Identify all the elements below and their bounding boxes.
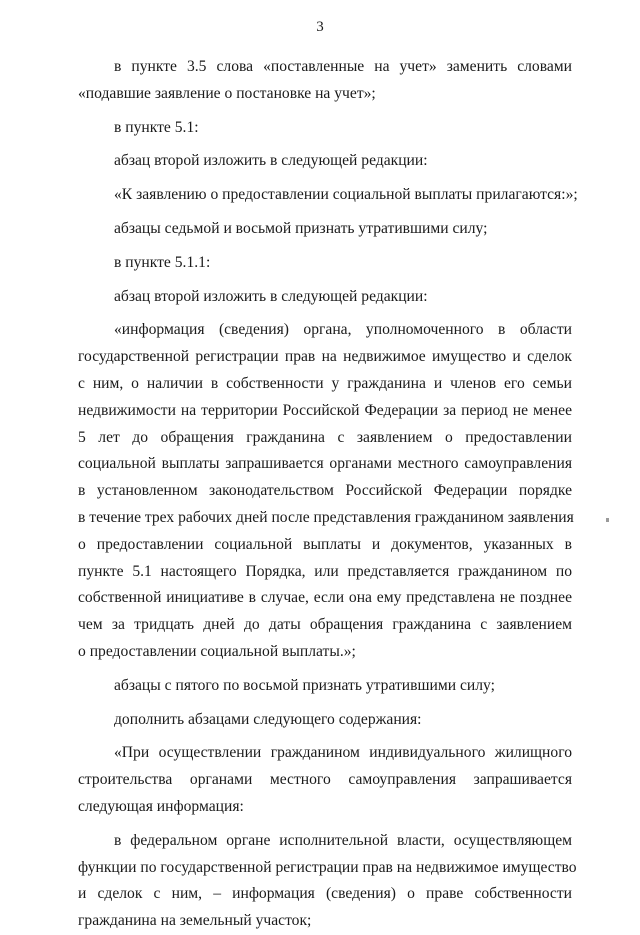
text-line: функции по государственной регистрации прав на недвижимое имущество: [78, 858, 577, 876]
paragraph: [78, 828, 577, 935]
paragraph: [78, 250, 572, 277]
text-line: следующая информация:: [78, 797, 244, 815]
page-number: 3: [316, 19, 324, 35]
scan-artifact: [606, 518, 609, 522]
text-line: чем за тридцать дней до даты обращения гражданина с заявлением: [78, 616, 572, 634]
text-line: «При осуществлении гражданином индивидуального жилищного: [114, 744, 572, 762]
document-body: [78, 54, 578, 935]
text-line: в пункте 5.1:: [114, 118, 199, 136]
text-line: дополнить абзацами следующего содержания:: [114, 710, 422, 728]
paragraph: [78, 284, 572, 311]
text-line: социальной выплаты запрашивается органами местного самоуправления: [78, 455, 572, 473]
paragraph: [78, 54, 572, 108]
text-line: гражданина на земельный участок;: [78, 912, 312, 930]
text-line: в федеральном органе исполнительной власти, осуществляющем: [114, 831, 572, 849]
text-line: в течение трех рабочих дней после представления гражданином заявления: [78, 508, 574, 526]
text-line: в установленном законодательством Российской Федерации порядке: [78, 482, 572, 500]
text-line: в пункте 3.5 слова «поставленные на учет» заменить словами: [114, 58, 572, 75]
text-line: строительства органами местного самоуправления запрашивается: [78, 771, 572, 789]
paragraph: [78, 673, 572, 700]
text-line: о предоставлении социальной выплаты.»;: [78, 642, 356, 660]
paragraph: [78, 216, 572, 243]
text-line: «информация (сведения) органа, уполномоченного в области: [114, 321, 572, 339]
paragraph: [78, 740, 572, 820]
text-line: «К заявлению о предоставлении социальной выплаты прилагаются:»;: [114, 186, 578, 204]
text-line: с ним, о наличии в собственности у гражданина и членов его семьи: [78, 374, 572, 392]
text-line: о предоставлении социальной выплаты и документов, указанных в: [78, 535, 572, 553]
text-line: в пункте 5.1.1:: [114, 253, 211, 271]
text-line: абзацы седьмой и восьмой признать утратившими силу;: [114, 219, 488, 237]
text-line: пункте 5.1 настоящего Порядка, или представляется гражданином по: [78, 562, 572, 580]
text-line: абзац второй изложить в следующей редакции:: [114, 287, 428, 305]
text-line: «подавшие заявление о постановке на учет»;: [78, 84, 376, 102]
text-line: собственной инициативе в случае, если она ему представлена не позднее: [78, 589, 572, 607]
text-line: абзацы с пятого по восьмой признать утратившими силу;: [114, 676, 495, 694]
text-line: государственной регистрации прав на недвижимое имущество и сделок: [78, 348, 572, 366]
paragraph: [78, 317, 572, 665]
paragraph: [78, 148, 572, 175]
text-line: абзац второй изложить в следующей редакции:: [114, 152, 428, 170]
text-line: недвижимости на территории Российской Федерации за период не менее: [78, 401, 572, 419]
paragraph: [78, 707, 572, 734]
paragraph: [78, 115, 572, 142]
text-line: и сделок с ним, – информация (сведения) о праве собственности: [78, 885, 572, 903]
paragraph: [78, 182, 578, 209]
text-line: 5 лет до обращения гражданина с заявлением о предоставлении: [78, 428, 572, 446]
